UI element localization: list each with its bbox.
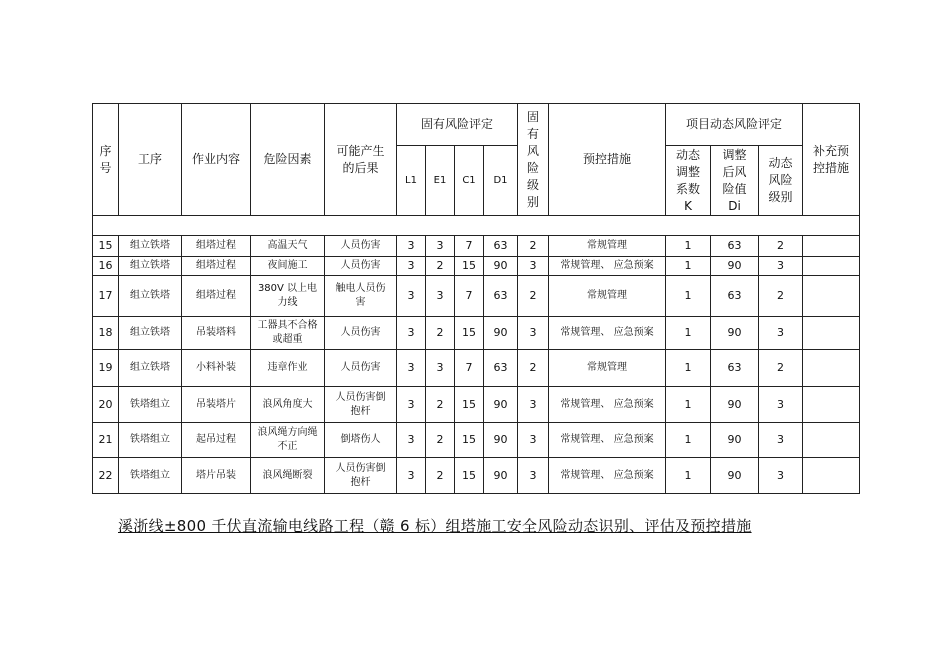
cell-dyn-level: 2 — [759, 236, 803, 257]
header-content: 作业内容 — [182, 104, 251, 216]
cell-measures: 常规管理 — [549, 276, 666, 317]
header-inherent-group: 固有风险评定 — [397, 104, 518, 146]
cell-supplement — [803, 387, 860, 423]
header-measures: 预控措施 — [549, 104, 666, 216]
cell-k: 1 — [666, 387, 711, 423]
cell-process: 组立铁塔 — [119, 317, 182, 350]
cell-process: 组立铁塔 — [119, 257, 182, 276]
cell-level: 3 — [518, 387, 549, 423]
table-row — [93, 317, 860, 350]
cell-measures: 常规管理、 应急预案 — [549, 458, 666, 494]
cell-d1: 63 — [484, 350, 518, 387]
cell-supplement — [803, 423, 860, 458]
risk-assessment-table — [92, 103, 860, 494]
blank-row — [93, 216, 860, 236]
cell-consequence: 人员伤害倒抱杆 — [325, 387, 397, 423]
cell-seq: 17 — [93, 276, 119, 317]
cell-measures: 常规管理、 应急预案 — [549, 317, 666, 350]
cell-hazard: 夜间施工 — [251, 257, 325, 276]
cell-k: 1 — [666, 236, 711, 257]
cell-consequence: 人员伤害 — [325, 257, 397, 276]
cell-k: 1 — [666, 317, 711, 350]
cell-level: 3 — [518, 317, 549, 350]
cell-measures: 常规管理、 应急预案 — [549, 257, 666, 276]
cell-dyn-level: 2 — [759, 276, 803, 317]
cell-level: 3 — [518, 458, 549, 494]
cell-supplement — [803, 257, 860, 276]
header-inherent-level: 固有风险级别 — [518, 104, 549, 216]
cell-process: 铁塔组立 — [119, 423, 182, 458]
cell-l1: 3 — [397, 257, 426, 276]
cell-di: 90 — [711, 458, 759, 494]
cell-hazard: 浪风角度大 — [251, 387, 325, 423]
cell-d1: 90 — [484, 257, 518, 276]
cell-process: 组立铁塔 — [119, 276, 182, 317]
blank-cell — [93, 216, 860, 236]
header-l1: L1 — [397, 146, 426, 216]
cell-dyn-level: 3 — [759, 317, 803, 350]
cell-supplement — [803, 317, 860, 350]
cell-level: 3 — [518, 257, 549, 276]
cell-content: 组塔过程 — [182, 257, 251, 276]
cell-content: 吊装塔片 — [182, 387, 251, 423]
cell-content: 吊装塔料 — [182, 317, 251, 350]
cell-seq: 15 — [93, 236, 119, 257]
cell-e1: 3 — [426, 276, 455, 317]
header-supplement: 补充预控措施 — [803, 104, 860, 216]
cell-supplement — [803, 458, 860, 494]
cell-level: 3 — [518, 423, 549, 458]
table-row — [93, 387, 860, 423]
cell-measures: 常规管理 — [549, 350, 666, 387]
cell-supplement — [803, 350, 860, 387]
cell-d1: 90 — [484, 387, 518, 423]
cell-consequence: 人员伤害 — [325, 350, 397, 387]
cell-process: 组立铁塔 — [119, 236, 182, 257]
cell-level: 2 — [518, 350, 549, 387]
header-dyn-level: 动态风险级别 — [759, 146, 803, 216]
cell-c1: 7 — [455, 276, 484, 317]
header-hazard: 危险因素 — [251, 104, 325, 216]
cell-d1: 90 — [484, 317, 518, 350]
cell-supplement — [803, 276, 860, 317]
cell-consequence: 人员伤害倒抱杆 — [325, 458, 397, 494]
cell-d1: 90 — [484, 458, 518, 494]
cell-l1: 3 — [397, 350, 426, 387]
cell-consequence: 倒塔伤人 — [325, 423, 397, 458]
cell-c1: 15 — [455, 317, 484, 350]
table-row — [93, 458, 860, 494]
cell-k: 1 — [666, 276, 711, 317]
header-d1: D1 — [484, 146, 518, 216]
table-row — [93, 236, 860, 257]
cell-di: 90 — [711, 257, 759, 276]
cell-process: 组立铁塔 — [119, 350, 182, 387]
cell-measures: 常规管理 — [549, 236, 666, 257]
cell-content: 组塔过程 — [182, 276, 251, 317]
cell-e1: 2 — [426, 458, 455, 494]
cell-dyn-level: 3 — [759, 458, 803, 494]
cell-hazard: 380V 以上电力线 — [251, 276, 325, 317]
header-adj-value: 调整后风险值Di — [711, 146, 759, 216]
cell-e1: 2 — [426, 387, 455, 423]
cell-di: 90 — [711, 317, 759, 350]
cell-di: 63 — [711, 276, 759, 317]
cell-k: 1 — [666, 350, 711, 387]
cell-di: 90 — [711, 387, 759, 423]
cell-l1: 3 — [397, 317, 426, 350]
header-e1: E1 — [426, 146, 455, 216]
cell-c1: 15 — [455, 458, 484, 494]
cell-di: 63 — [711, 236, 759, 257]
cell-seq: 19 — [93, 350, 119, 387]
cell-dyn-level: 2 — [759, 350, 803, 387]
cell-measures: 常规管理、 应急预案 — [549, 423, 666, 458]
cell-k: 1 — [666, 423, 711, 458]
cell-consequence: 触电人员伤害 — [325, 276, 397, 317]
cell-c1: 7 — [455, 350, 484, 387]
table-row — [93, 350, 860, 387]
cell-dyn-level: 3 — [759, 257, 803, 276]
cell-process: 铁塔组立 — [119, 387, 182, 423]
cell-d1: 63 — [484, 236, 518, 257]
cell-dyn-level: 3 — [759, 423, 803, 458]
cell-hazard: 违章作业 — [251, 350, 325, 387]
table-row — [93, 276, 860, 317]
document-caption: 溪浙线±800 千伏直流输电线路工程（赣 6 标）组塔施工安全风险动态识别、评估及预控措施 — [118, 517, 752, 535]
cell-e1: 2 — [426, 317, 455, 350]
cell-consequence: 人员伤害 — [325, 236, 397, 257]
cell-c1: 15 — [455, 257, 484, 276]
cell-hazard: 浪风绳断裂 — [251, 458, 325, 494]
cell-e1: 2 — [426, 257, 455, 276]
header-dyn-factor: 动态调整系数K — [666, 146, 711, 216]
cell-supplement — [803, 236, 860, 257]
table-row — [93, 257, 860, 276]
cell-d1: 90 — [484, 423, 518, 458]
cell-content: 小料补装 — [182, 350, 251, 387]
cell-e1: 2 — [426, 423, 455, 458]
cell-c1: 15 — [455, 387, 484, 423]
cell-hazard: 高温天气 — [251, 236, 325, 257]
table-row — [93, 423, 860, 458]
header-c1: C1 — [455, 146, 484, 216]
cell-di: 63 — [711, 350, 759, 387]
cell-l1: 3 — [397, 236, 426, 257]
cell-e1: 3 — [426, 350, 455, 387]
cell-c1: 7 — [455, 236, 484, 257]
cell-content: 组塔过程 — [182, 236, 251, 257]
cell-consequence: 人员伤害 — [325, 317, 397, 350]
cell-process: 铁塔组立 — [119, 458, 182, 494]
cell-k: 1 — [666, 257, 711, 276]
cell-level: 2 — [518, 236, 549, 257]
cell-e1: 3 — [426, 236, 455, 257]
cell-k: 1 — [666, 458, 711, 494]
cell-dyn-level: 3 — [759, 387, 803, 423]
table-body — [93, 236, 860, 494]
cell-seq: 22 — [93, 458, 119, 494]
cell-di: 90 — [711, 423, 759, 458]
cell-seq: 20 — [93, 387, 119, 423]
cell-l1: 3 — [397, 387, 426, 423]
cell-level: 2 — [518, 276, 549, 317]
cell-seq: 16 — [93, 257, 119, 276]
cell-c1: 15 — [455, 423, 484, 458]
header-seq: 序号 — [93, 104, 119, 216]
cell-content: 起吊过程 — [182, 423, 251, 458]
cell-hazard: 工器具不合格或超重 — [251, 317, 325, 350]
cell-seq: 21 — [93, 423, 119, 458]
cell-measures: 常规管理、 应急预案 — [549, 387, 666, 423]
header-dynamic-group: 项目动态风险评定 — [666, 104, 803, 146]
cell-content: 塔片吊装 — [182, 458, 251, 494]
cell-d1: 63 — [484, 276, 518, 317]
cell-l1: 3 — [397, 458, 426, 494]
cell-l1: 3 — [397, 423, 426, 458]
cell-hazard: 浪风绳方向绳不正 — [251, 423, 325, 458]
header-process: 工序 — [119, 104, 182, 216]
cell-l1: 3 — [397, 276, 426, 317]
cell-seq: 18 — [93, 317, 119, 350]
header-consequence: 可能产生的后果 — [325, 104, 397, 216]
